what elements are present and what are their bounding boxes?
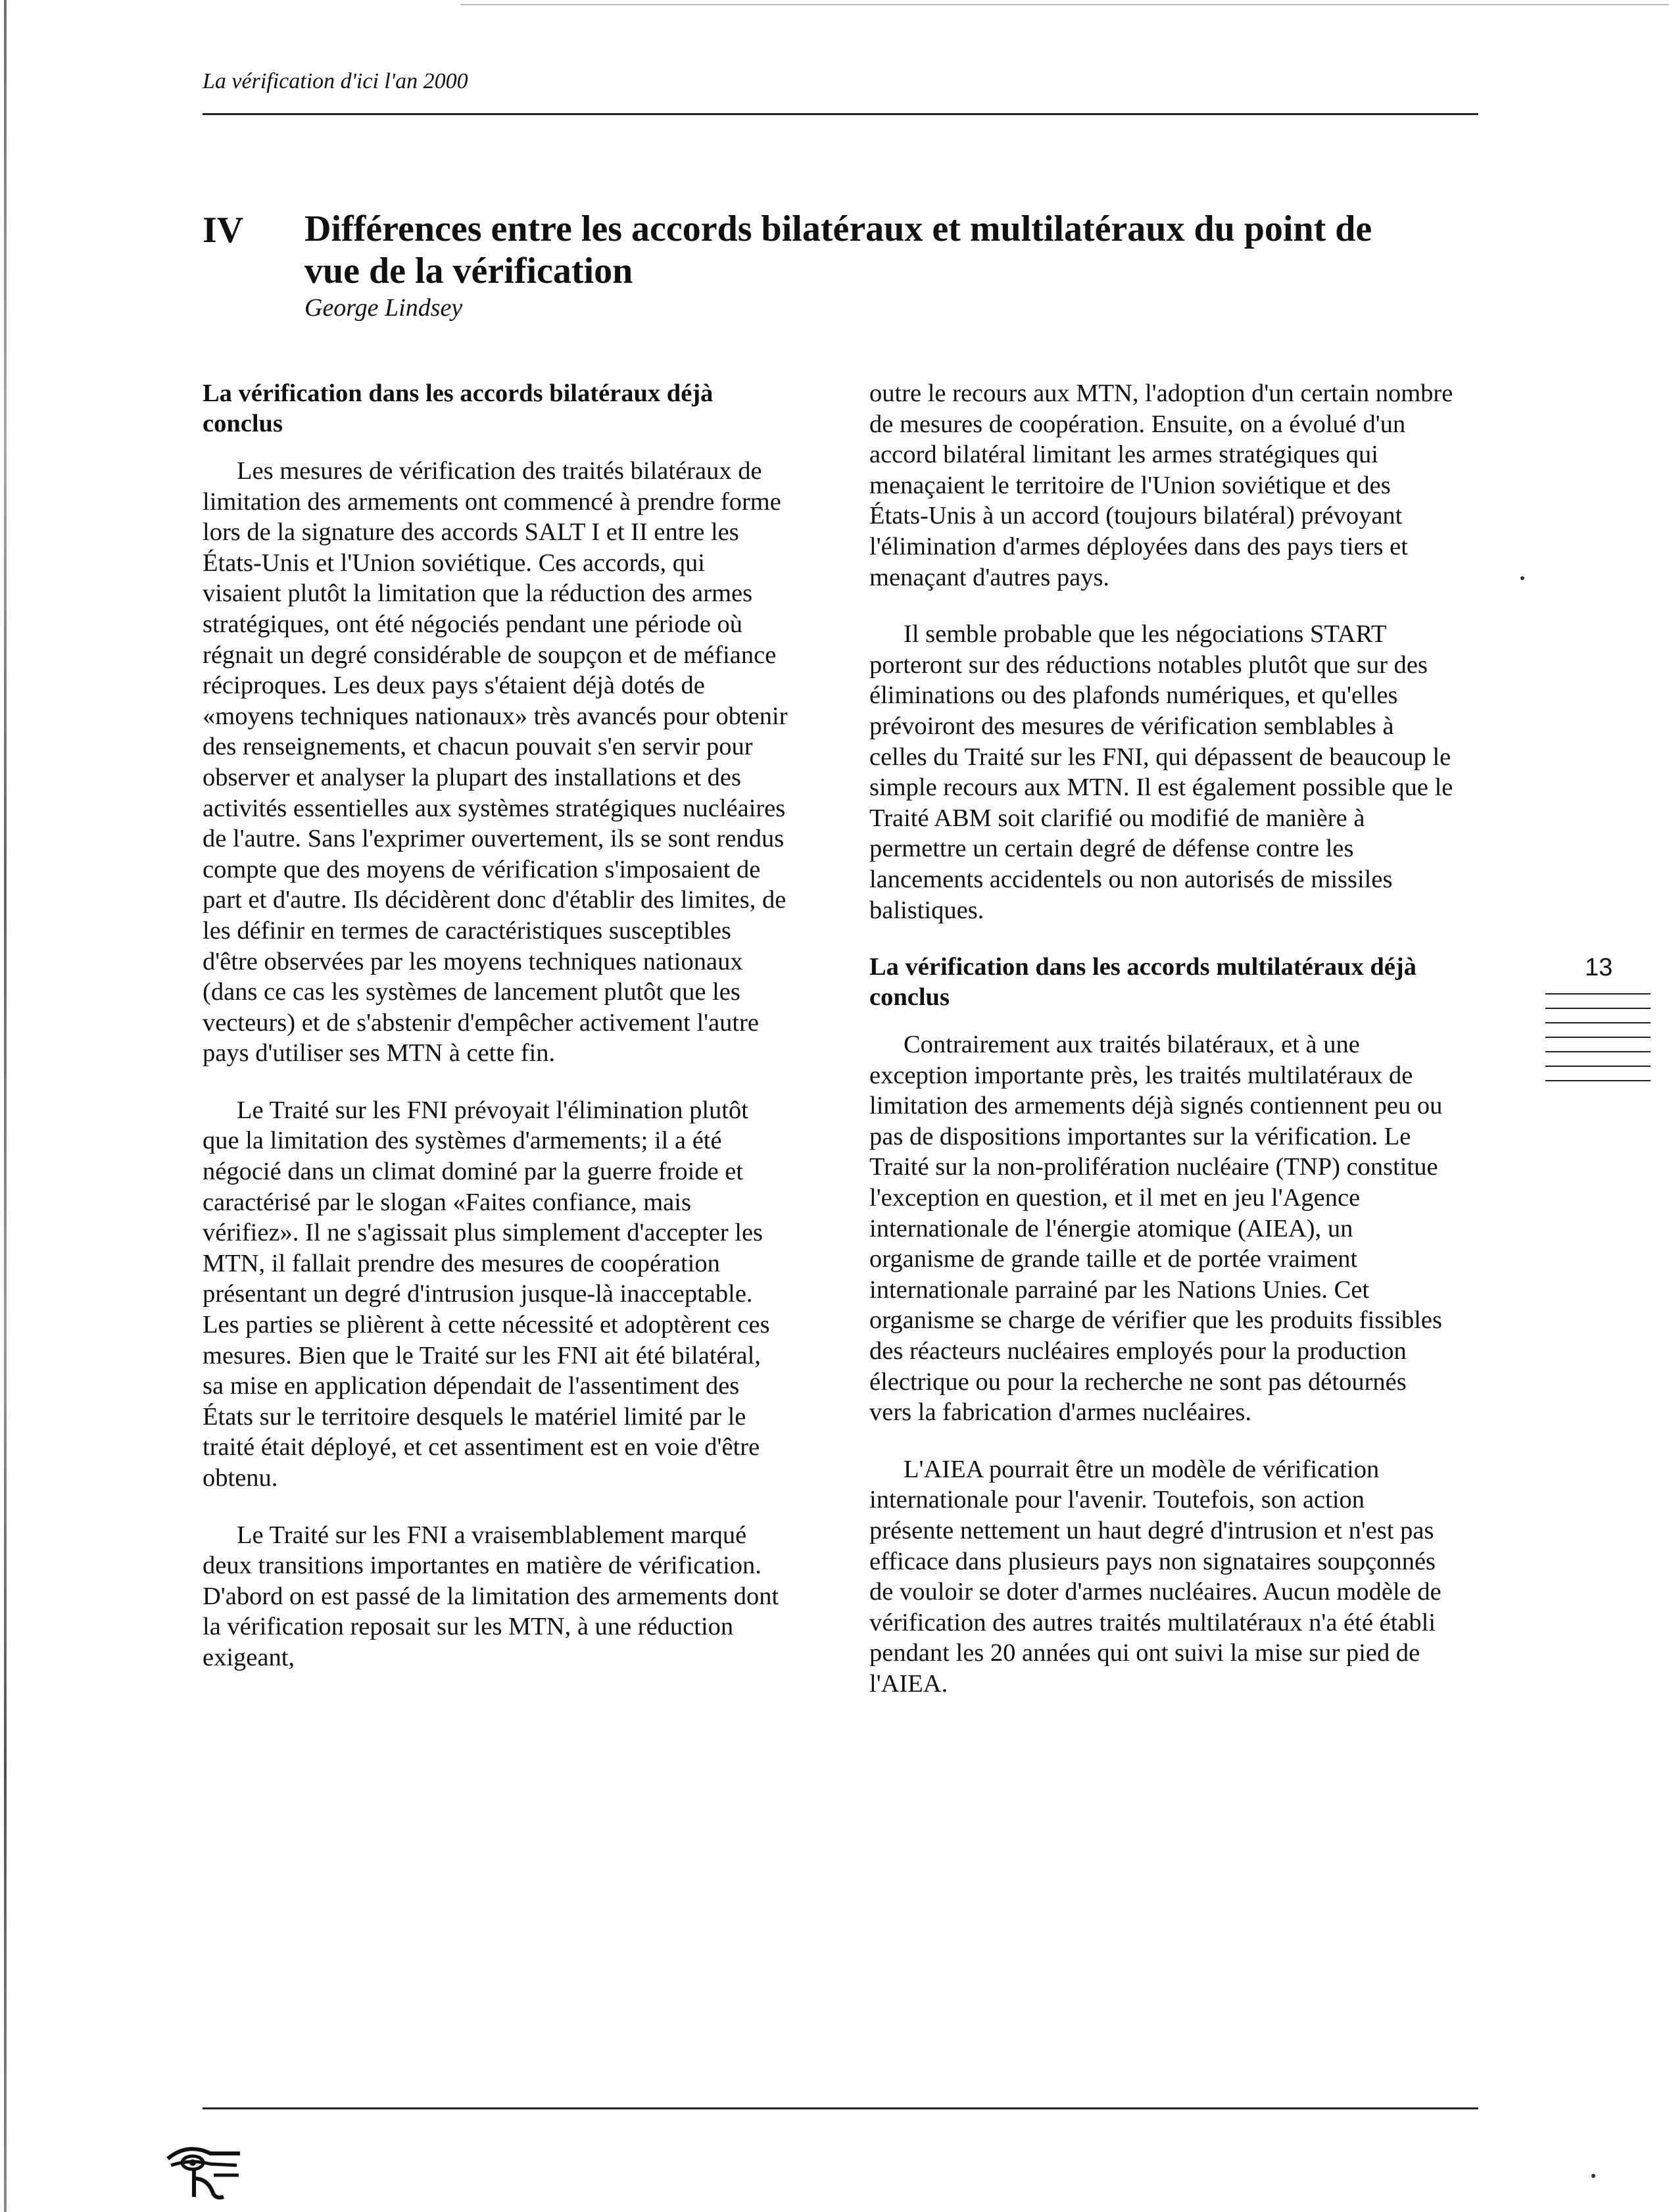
paragraph: Il semble probable que les négociations START porteront sur des réductions notables plutôt que sur des éliminations ou des plafonds numériques, et qu'elles prévoiront des mesures de vérification semblables à celles du Traité sur les FNI, qui dépassent de beaucoup le simple recours aux MTN. Il est également possible que le Traité ABM soit clarifié ou modifié de manière à permettre un certain degré de défense contre les lancements accidentels ou non autorisés de missiles balistiques. [869, 620, 1453, 924]
paragraph-continuation: outre le recours aux MTN, l'adoption d'un certain nombre de mesures de coopération. Ensuite, on a évolué d'un accord bilatéral limitant les armes stratégiques qui menaçaient le territoire de l'Union soviétique et des États-Unis à un accord (toujours bilatéral) prévoyant l'élimination d'armes déployées dans des pays tiers et menaçant d'autres pays. [869, 380, 1453, 591]
chapter-author: George Lindsey [304, 294, 463, 322]
scan-speck [1591, 2174, 1595, 2178]
scan-top-edge [460, 4, 1669, 5]
scan-speck [1520, 576, 1524, 580]
right-column [869, 378, 1455, 1718]
running-header: La vérification d'ici l'an 2000 [203, 69, 468, 93]
page-number: 13 [1585, 954, 1613, 981]
section-heading-bilateral: La vérification dans les accords bilatéraux déjà conclus [203, 380, 714, 437]
footer-rule [203, 2107, 1478, 2109]
paragraph: Le Traité sur les FNI a vraisemblablement marqué deux transitions importantes en matière de vérification. D'abord on est passé de la limitation des armements dont la vérification reposait sur les MTN, à une réduction exigeant, [203, 1521, 779, 1671]
paragraph: Le Traité sur les FNI prévoyait l'élimination plutôt que la limitation des systèmes d'armements; il a été négocié dans un climat dominé par la guerre froide et caractérisé par le slogan «Faites confiance, mais vérifiez». Il ne s'agissait plus simplement d'accepter les MTN, il fallait prendre des mesures de coopération présentant un degré d'intrusion jusque-là inacceptable. Les parties se plièrent à cette nécessité et adoptèrent ces mesures. Bien que le Traité sur les FNI ait été bilatéral, sa mise en application dépendait de l'assentiment des États sur le territoire desquels le matériel limité par le traité était déployé, et cet assentiment est en voie d'être obtenu. [203, 1096, 770, 1492]
header-rule [203, 113, 1478, 115]
margin-decoration [1545, 993, 1651, 1094]
scan-left-edge [4, 0, 7, 2212]
paragraph: Contrairement aux traités bilatéraux, et à une exception importante près, les traités multilatéraux de limitation des armements déjà signés contiennent peu ou pas de dispositions importantes sur la vérification. Le Traité sur la non-prolifération nucléaire (TNP) constitue l'exception en question, et il met en jeu l'Agence internationale de l'énergie atomique (AIEA), un organisme de grande taille et de portée vraiment internationale parrainé par les Nations Unies. Cet organisme se charge de vérifier que les produits fissibles des réacteurs nucléaires employés pour la production électrique ou pour la recherche ne sont pas détournés vers la fabrication d'armes nucléaires. [869, 1031, 1443, 1427]
chapter-title: Différences entre les accords bilatéraux et multilatéraux du point de vue de la vérification [304, 209, 1372, 291]
paragraph: L'AIEA pourrait être un modèle de vérification internationale pour l'avenir. Toutefois, son action présente nettement un haut degré d'intrusion et n'est pas efficace dans plusieurs pays non signataires soupçonnés de vouloir se doter d'armes nucléaires. Aucun modèle de vérification des autres traités multilatéraux n'a été établi pendant les 20 années qui ont suivi la mise sur pied de l'AIEA. [869, 1455, 1441, 1698]
section-heading-multilateral: La vérification dans les accords multilatéraux déjà conclus [869, 953, 1416, 1012]
chapter-number: IV [203, 210, 244, 251]
left-column [203, 378, 788, 1692]
paragraph: Les mesures de vérification des traités bilatéraux de limitation des armements ont commencé à prendre forme lors de la signature des accords SALT I et II entre les États-Unis et l'Union soviétique. Ces accords, qui visaient plutôt la limitation que la réduction des armes stratégiques, ont été négociés pendant une période où régnait un degré considérable de soupçon et de méfiance réciproques. Les deux pays s'étaient déjà dotés de «moyens techniques nationaux» très avancés pour obtenir des renseignements, et chacun pouvait s'en servir pour observer et analyser la plupart des installations et des activités essentielles aux systèmes stratégiques nucléaires de l'autre. Sans l'exprimer ouvertement, ils se sont rendus compte que des moyens de vérification s'imposaient de part et d'autre. Ils décidèrent donc d'établir des limites, de les définir en termes de caractéristiques susceptibles d'être observées par les moyens techniques nationaux (dans ce cas les systèmes de lancement plutôt que les vecteurs) et de s'abstenir d'empêcher activement l'autre pays d'utiliser ses MTN à cette fin. [203, 457, 788, 1068]
publisher-logo-icon [161, 2139, 247, 2205]
